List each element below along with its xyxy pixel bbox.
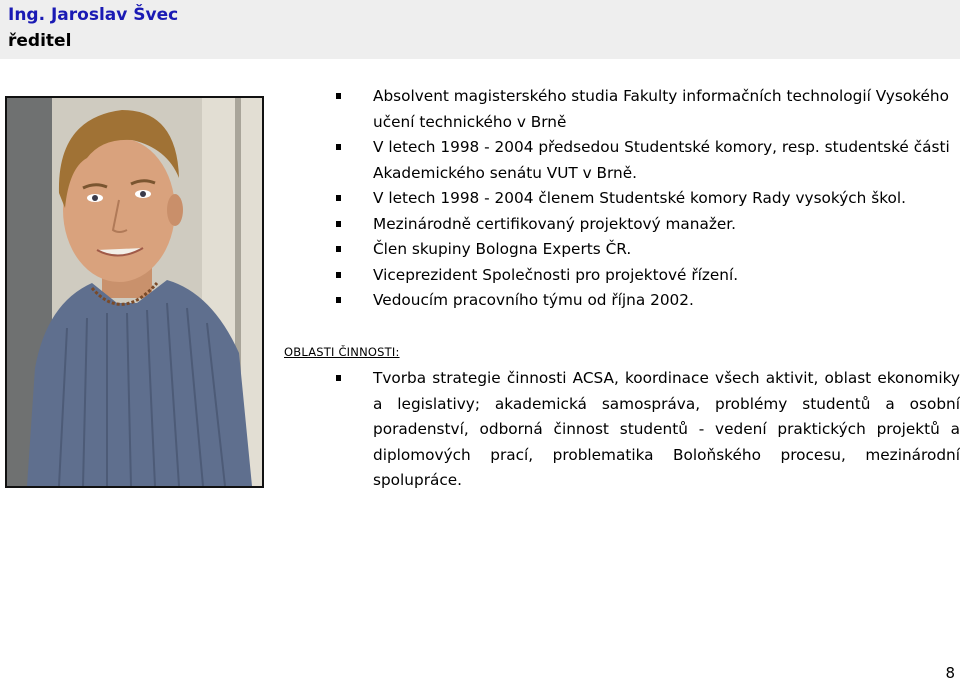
list-item-text: Člen skupiny Bologna Experts ČR. xyxy=(373,240,632,258)
list-item xyxy=(336,212,960,238)
section-heading: OBLASTI ČINNOSTI: xyxy=(284,345,400,359)
portrait-photo xyxy=(5,96,264,488)
person-role: ředitel xyxy=(8,31,72,51)
list-item xyxy=(336,263,960,289)
bullet-square-icon xyxy=(336,195,341,201)
list-item-text: Vedoucím pracovního týmu od října 2002. xyxy=(373,291,694,309)
list-item xyxy=(336,288,960,314)
list-item xyxy=(336,135,960,186)
list-item-text: Absolvent magisterského studia Fakulty informačních technologií Vysokého učení technického v Brně xyxy=(373,87,949,131)
person-name: Ing. Jaroslav Švec xyxy=(8,5,179,25)
career-bullet-list xyxy=(336,84,960,314)
list-item xyxy=(336,237,960,263)
bullet-square-icon xyxy=(336,297,341,303)
page-number: 8 xyxy=(945,664,955,682)
bullet-square-icon xyxy=(336,272,341,278)
list-item-text: Mezinárodně certifikovaný projektový manažer. xyxy=(373,214,737,233)
list-item-text: Tvorba strategie činnosti ACSA, koordinace všech aktivit, oblast ekonomiky a legislativy; akademická samospráva, problémy studentů a osobní poradenství, odborná činnost studentů - vedení praktických projektů a diplomových prací, problematika Boloňského procesu, mezinárodní spolupráce. xyxy=(373,369,960,489)
activity-list xyxy=(336,366,960,494)
list-item-text: V letech 1998 - 2004 předsedou Studentské komory, resp. studentské části Akademického senátu VUT v Brně. xyxy=(373,138,950,182)
list-item-text: V letech 1998 - 2004 členem Studentské komory Rady vysokých škol. xyxy=(373,189,906,207)
list-item-text: Viceprezident Společnosti pro projektové řízení. xyxy=(373,265,739,284)
bullet-square-icon xyxy=(336,221,341,227)
bullet-square-icon xyxy=(336,144,341,150)
bullet-square-icon xyxy=(336,93,341,99)
bullet-square-icon xyxy=(336,375,341,381)
list-item xyxy=(336,186,960,212)
list-item xyxy=(336,366,960,494)
bullet-square-icon xyxy=(336,246,341,252)
list-item xyxy=(336,84,960,135)
